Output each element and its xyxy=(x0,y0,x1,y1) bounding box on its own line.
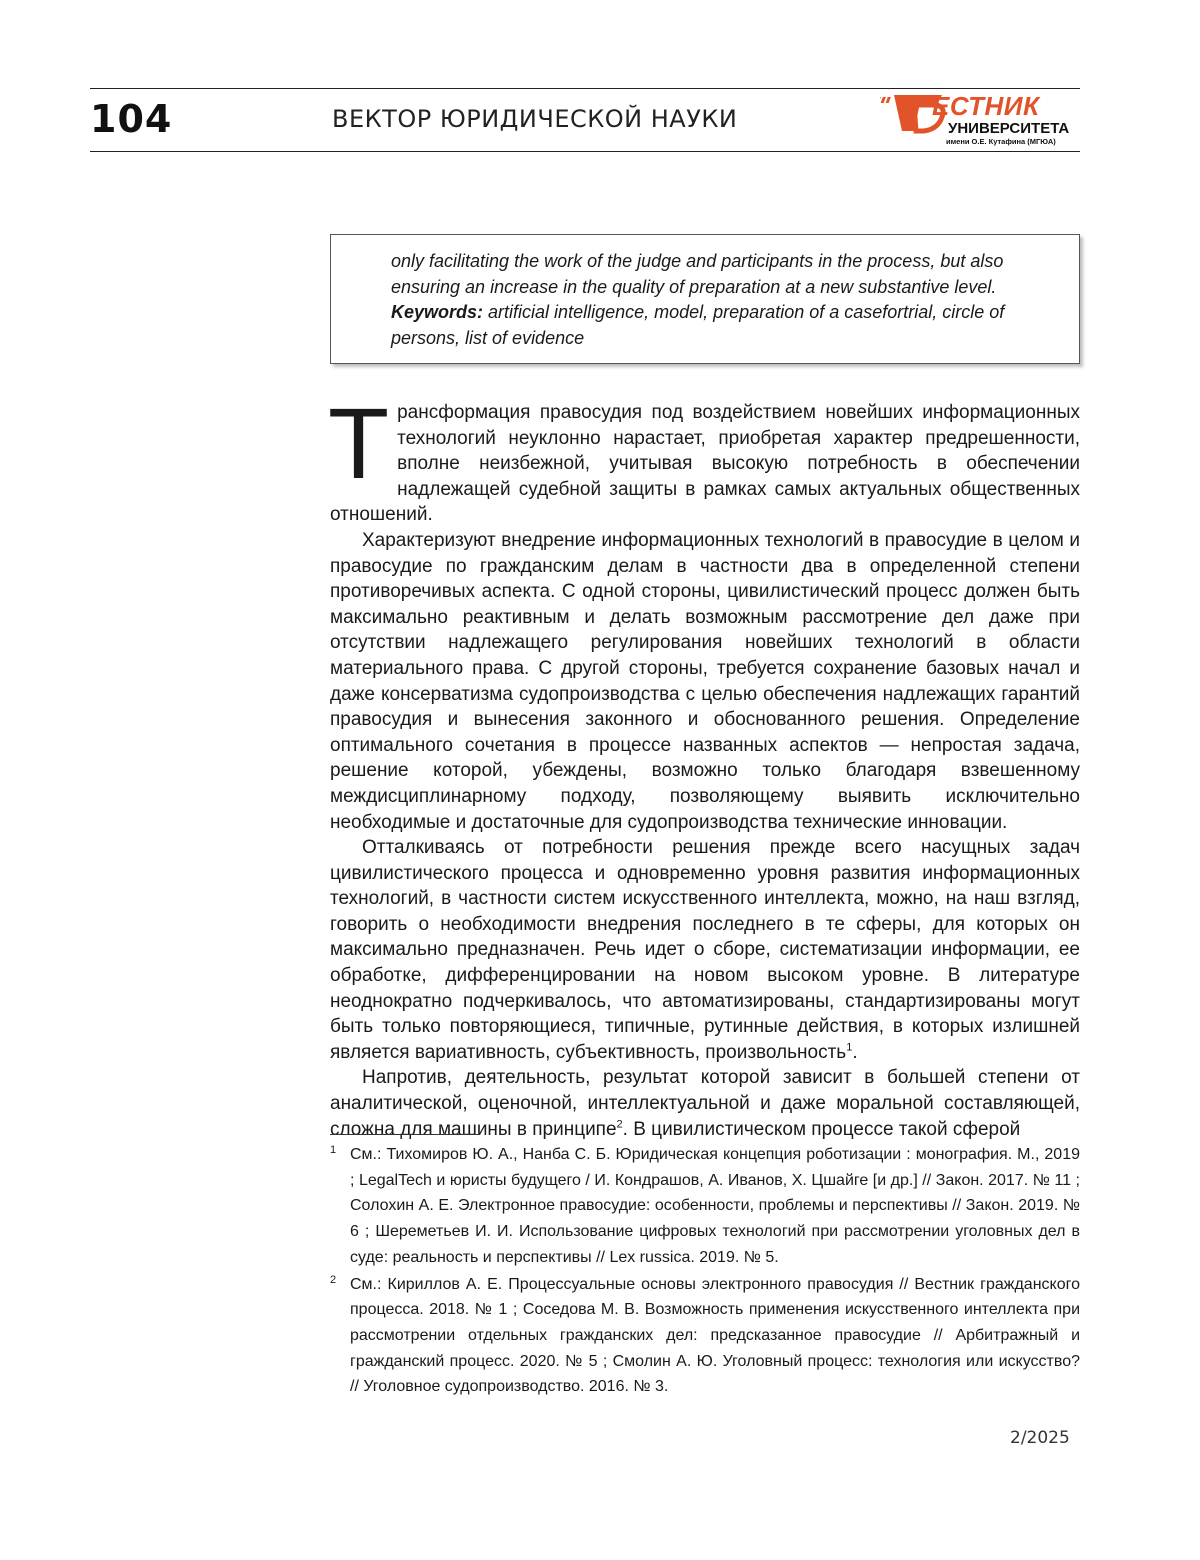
footnote-divider xyxy=(330,1134,480,1135)
paragraph-3-end: . xyxy=(852,1042,857,1063)
keywords-label: Keywords: xyxy=(391,302,483,322)
page-number: 104 xyxy=(90,97,172,141)
footnote-text: См.: Тихомиров Ю. А., Нанба С. Б. Юридическая концепция роботизации : монография. М., 2019 ; LegalTech и юристы будущего / И. Кондрашов, А. Иванов, Х. Цшайге [и др.] // Закон. 2017. № 11 ; Солохин А. Е. Электронное правосудие: особенности, проблемы и перспективы // Закон. 2019. № 6 ; Шереметьев И. И. Использование цифровых технологий при рассмотрении уголовных дел в суде: реальность и перспективы // Lex russica. 2019. № 5. xyxy=(350,1146,1080,1266)
footnote-text: См.: Кириллов А. Е. Процессуальные основы электронного правосудия // Вестник гражданского процесса. 2018. № 1 ; Соседова М. В. Возможность применения искусственного интеллекта при рассмотрении отдельных гражданских дел: предсказанное правосудие // Арбитражный и гражданский процесс. 2020. № 5 ; Смолин А. Ю. Уголовный процесс: технология или искусство? // Уголовное судопроизводство. 2016. № 3. xyxy=(350,1276,1080,1396)
footnote-ref-1[interactable]: 1 xyxy=(846,1042,852,1054)
page-header xyxy=(90,88,1080,152)
paragraph-3 xyxy=(330,835,1080,1065)
article-body xyxy=(330,400,1080,1142)
abstract-body: only facilitating the work of the judge and participants in the process, but also ensuring an increase in the quality of preparation at a new substantive level. xyxy=(391,251,1003,297)
abstract-text xyxy=(391,249,1031,351)
footnote-number: 1 xyxy=(330,1138,336,1164)
abstract-box xyxy=(330,234,1080,364)
paragraph-4-end: . В цивилистическом процессе такой сферой xyxy=(623,1119,1021,1140)
footnote-2 xyxy=(330,1272,1080,1401)
issue-number: 2/2025 xyxy=(1010,1428,1070,1448)
logo-caption: имени О.Е. Кутафина (МГЮА) xyxy=(946,137,1056,146)
keywords-list: artificial intelligence, model, preparation of a casefortrial, circle of persons, list of evidence xyxy=(391,302,1004,348)
paragraph-1-text: рансформация правосудия под воздействием новейших информационных технологий неуклонно нарастает, приобретая характер предрешенности, вполне неизбежной, учитывая высокую потребность в обеспечении надлежащей судебной защиты в рамках самых актуальных общественных отношений. xyxy=(330,402,1080,525)
paragraph-4-text: Напротив, деятельность, результат которой зависит в большей степени от аналитической, оценочной, интеллектуальной и даже моральной составляющей, сложна для машины в принципе xyxy=(330,1067,1080,1139)
paragraph-2: Характеризуют внедрение информационных технологий в правосудие в целом и правосудие по гражданским делам в частности два в определенной степени противоречивых аспекта. С одной стороны, цивилистический процесс должен быть максимально реактивным и делать возможным рассмотрение дел даже при отсутствии надлежащего регулирования новейших технологий в области материального права. С другой стороны, требуется сохранение базовых начал и даже консерватизма судопроизводства с целью обеспечения надлежащих гарантий правосудия и вынесения законного и обоснованного решения. Определение оптимального сочетания в процессе названных аспектов — непростая задача, решение которой, убеждены, возможно только благодаря взвешенному междисциплинарному подходу, позволяющему выявить исключительно необходимые и достаточные для судопроизводства технические инновации. xyxy=(330,528,1080,835)
paragraph-3-text: Отталкиваясь от потребности решения прежде всего насущных задач цивилистического процесса и одновременно уровня развития информационных технологий, в частности систем искусственного интеллекта, можно, на наш взгляд, говорить о необходимости внедрения последнего в те сферы, для которых он максимально предназначен. Речь идет о сборе, систематизации информации, ее обработке, дифференцировании на новом высоком уровне. В литературе неоднократно подчеркивалось, что автоматизированы, стандартизированы могут быть только повторяющиеся, типичные, рутинные действия, в которых излишней является вариативность, субъективность, произвольность xyxy=(330,837,1080,1063)
footnotes xyxy=(330,1142,1080,1401)
section-title: ВЕКТОР ЮРИДИЧЕСКОЙ НАУКИ xyxy=(332,105,737,133)
logo-title: ЕСТНИК xyxy=(932,91,1039,122)
paragraph-1 xyxy=(330,400,1080,528)
footnote-ref-2[interactable]: 2 xyxy=(617,1118,623,1130)
drop-cap: Т xyxy=(328,404,389,484)
logo-subtitle: УНИВЕРСИТЕТА xyxy=(948,120,1069,137)
footnote-number: 2 xyxy=(330,1268,336,1294)
footnote-1 xyxy=(330,1142,1080,1271)
journal-logo xyxy=(880,91,1080,149)
paragraph-4 xyxy=(330,1065,1080,1142)
